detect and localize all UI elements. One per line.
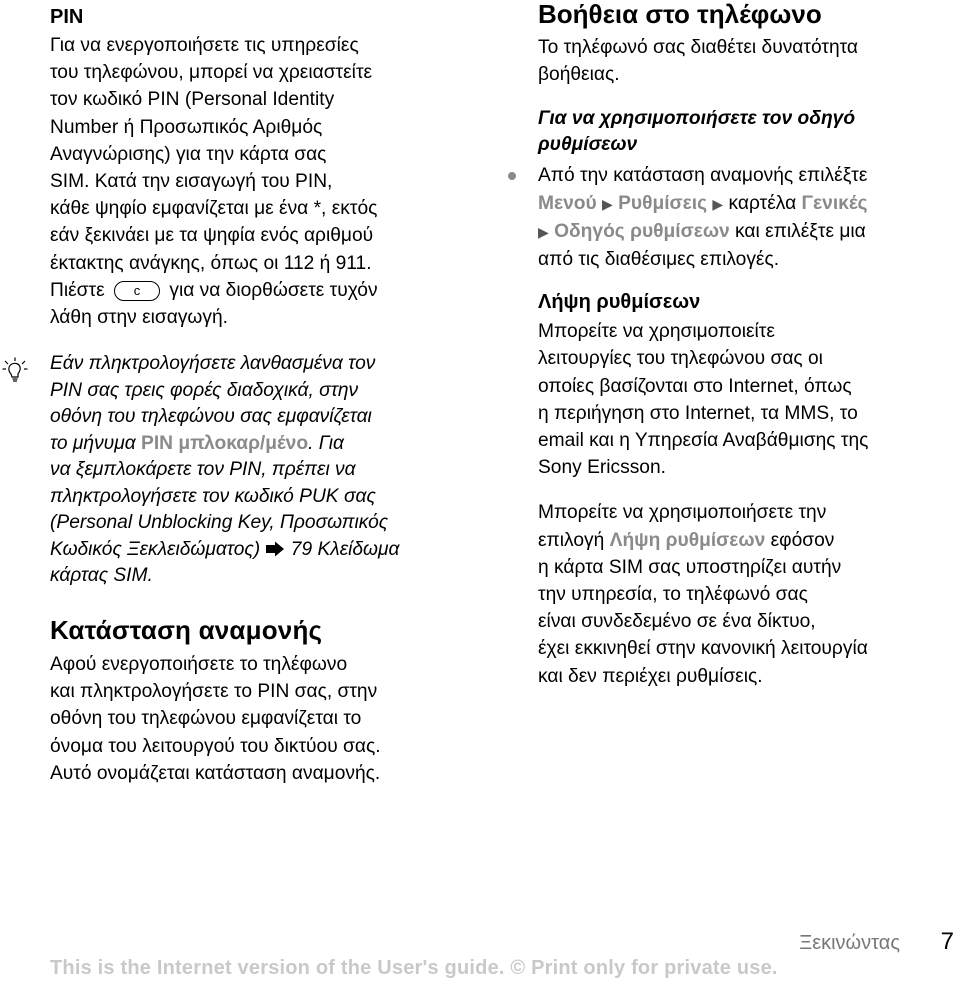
tip-line: (Personal Unblocking Key, Προσωπικός xyxy=(50,512,389,533)
download-line: email και η Υπηρεσία Αναβάθμισης της xyxy=(538,430,869,452)
download-heading: Λήψη ρυθμίσεων xyxy=(538,291,701,314)
guide-bullet xyxy=(538,162,958,273)
tip-line: Εάν πληκτρολογήσετε λανθασμένα τον xyxy=(50,353,376,374)
bullet-text-span: καρτέλα xyxy=(728,192,797,214)
menu-arrow-icon: ▶ xyxy=(712,195,724,212)
standby-heading: Κατάσταση αναμονής xyxy=(50,615,323,645)
tip-text-span: . Για xyxy=(308,432,344,454)
pin-section xyxy=(50,0,480,331)
tip-line: πληκτρολογήσετε τον κωδικό PUK σας xyxy=(50,485,376,507)
tip-line: οθόνη του τηλεφώνου σας εμφανίζεται xyxy=(50,406,372,427)
standby-line: Αυτό ονομάζεται κατάσταση αναμονής. xyxy=(50,762,381,784)
menu-arrow-icon: ▶ xyxy=(538,223,549,240)
pin-paragraph xyxy=(50,32,480,331)
bullet-text-span: και επιλέξτε μια xyxy=(735,220,866,242)
help-paragraph xyxy=(538,34,958,88)
download-line: έχει εκκινηθεί στην κανονική λειτουργία xyxy=(538,638,868,660)
tip-line: κάρτας SIM. xyxy=(50,565,153,586)
pin-line: του τηλεφώνου, μπορεί να χρειαστείτε xyxy=(50,62,373,84)
download-line: την υπηρεσία, το τηλέφωνό σας xyxy=(538,584,808,606)
download-line: Sony Ericsson. xyxy=(538,457,666,479)
tip-line: να ξεμπλοκάρετε τον PIN, πρέπει να xyxy=(50,459,356,480)
download-text-span: εφόσον xyxy=(770,529,835,551)
help-heading: Βοήθεια στο τηλέφωνο xyxy=(538,0,822,29)
c-key-label: c xyxy=(133,282,141,298)
bullet-line xyxy=(538,218,958,246)
standby-section xyxy=(50,614,490,787)
standby-line: όνομα του λειτουργού του δικτύου σας. xyxy=(50,735,381,757)
help-line: Το τηλέφωνό σας διαθέτει δυνατότητα xyxy=(538,37,859,58)
menu-item-menu: Μενού xyxy=(538,192,597,214)
menu-item-settings: Ρυθμίσεις xyxy=(618,192,708,214)
page-reference-arrow-icon xyxy=(265,541,285,557)
bullet-line xyxy=(538,190,958,218)
footer-note: This is the Internet version of the User's guide. © Print only for private use. xyxy=(50,957,778,979)
menu-item-general: Γενικές xyxy=(801,192,868,214)
download-paragraph xyxy=(538,318,958,481)
guide-heading-line: ρυθμίσεων xyxy=(538,134,638,156)
bullet-line: Από την κατάσταση αναμονής επιλέξτε xyxy=(538,165,868,187)
tip-line xyxy=(50,431,480,458)
tip-text xyxy=(50,351,480,590)
standby-line: Αφού ενεργοποιήσετε το τηλέφωνο xyxy=(50,654,348,675)
tip-text-span: Κωδικός Ξεκλειδώματος) xyxy=(50,538,261,560)
pin-line: κάθε ψηφίο εμφανίζεται με ένα *, εκτός xyxy=(50,198,378,220)
guide-heading xyxy=(538,106,958,158)
pin-line: έκτακτης ανάγκης, όπως οι 112 ή 911. xyxy=(50,252,372,274)
download-paragraph-2 xyxy=(538,499,958,689)
pin-line: SIM. Κατά την εισαγωγή του PIN, xyxy=(50,171,333,193)
c-key-icon xyxy=(114,281,160,301)
pin-press-line xyxy=(50,277,480,304)
standby-paragraph xyxy=(50,651,490,787)
pin-line: λάθη στην εισαγωγή. xyxy=(50,307,229,329)
pin-heading: PIN xyxy=(50,6,84,28)
bullet-dot-icon xyxy=(508,172,516,180)
menu-item-download-settings: Λήψη ρυθμίσεων xyxy=(609,529,766,551)
download-line: η κάρτα SIM σας υποστηρίζει αυτήν xyxy=(538,556,842,578)
tip-text-span: το μήνυμα xyxy=(50,432,136,454)
standby-line: οθόνη του τηλεφώνου εμφανίζεται το xyxy=(50,708,362,730)
lightbulb-tip-icon xyxy=(2,357,28,385)
press-text: Πιέστε xyxy=(50,279,105,301)
download-line: Μπορείτε να χρησιμοποιήσετε την xyxy=(538,502,827,524)
pin-line: Number ή Προσωπικός Αριθμός xyxy=(50,116,323,138)
pin-line: εάν ξεκινάει με τα ψηφία ενός αριθμού xyxy=(50,225,374,247)
tip-line xyxy=(50,537,480,564)
download-line: λειτουργίες του τηλεφώνου σας οι xyxy=(538,348,823,370)
menu-arrow-icon: ▶ xyxy=(602,195,613,212)
help-line: βοήθειας. xyxy=(538,64,620,86)
tip-text-span: 79 Κλείδωμα xyxy=(290,538,400,560)
bullet-line: από τις διαθέσιμες επιλογές. xyxy=(538,249,780,271)
pin-line: Αναγνώρισης) για την κάρτα σας xyxy=(50,143,327,165)
menu-pin-blocked: PIN μπλοκαρ/μένο xyxy=(141,432,309,454)
pin-line: Για να ενεργοποιήσετε τις υπηρεσίες xyxy=(50,35,359,56)
footer-section-title: Ξεκινώντας xyxy=(799,932,900,954)
download-line: η περιήγηση στο Internet, τα MMS, το xyxy=(538,402,858,424)
download-line xyxy=(538,527,958,554)
download-line: και δεν περιέχει ρυθμίσεις. xyxy=(538,665,763,687)
guide-heading-line: Για να χρησιμοποιήσετε τον οδηγό xyxy=(538,108,856,130)
standby-line: και πληκτρολογήσετε το PIN σας, στην xyxy=(50,681,378,703)
download-line: οποίες βασίζονται στο Internet, όπως xyxy=(538,375,852,397)
download-line: Μπορείτε να χρησιμοποιείτε xyxy=(538,321,775,343)
tip-line: PIN σας τρεις φορές διαδοχικά, στην xyxy=(50,379,359,401)
right-column xyxy=(538,0,958,690)
press-after-text: για να διορθώσετε τυχόν xyxy=(169,279,378,301)
pin-line: τον κωδικό PIN (Personal Identity xyxy=(50,89,335,111)
page-number: 7 xyxy=(940,928,954,955)
download-text-span: επιλογή xyxy=(538,529,605,551)
download-line: είναι συνδεδεμένο σε ένα δίκτυο, xyxy=(538,611,816,633)
menu-item-setup-wizard: Οδηγός ρυθμίσεων xyxy=(554,220,730,242)
